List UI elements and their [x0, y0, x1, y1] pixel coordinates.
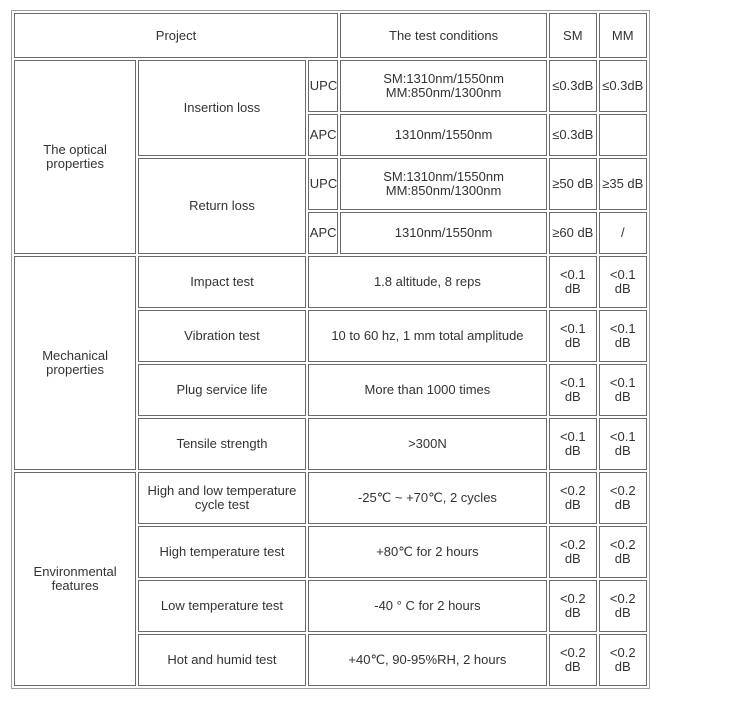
- test-condition: -40 ° C for 2 hours: [308, 580, 547, 632]
- sm-value: <0.2 dB: [549, 472, 596, 524]
- test-name: High temperature test: [138, 526, 306, 578]
- mm-value: <0.2 dB: [599, 634, 647, 686]
- mm-value: <0.2 dB: [599, 526, 647, 578]
- test-name: High and low temperature cycle test: [138, 472, 306, 524]
- header-mm: MM: [599, 13, 647, 58]
- test-name: Vibration test: [138, 310, 306, 362]
- sm-value: ≥60 dB: [549, 212, 596, 254]
- condition-line: SM:1310nm/1550nm: [383, 71, 504, 86]
- specification-table: [11, 10, 650, 689]
- mm-value: <0.2 dB: [599, 472, 647, 524]
- mm-value: [599, 114, 647, 156]
- mm-value: /: [599, 212, 647, 254]
- condition-line: MM:850nm/1300nm: [385, 183, 502, 198]
- sm-value: ≤0.3dB: [549, 114, 596, 156]
- header-sm: SM: [549, 13, 596, 58]
- category-environmental: Environmental features: [14, 472, 136, 686]
- mm-value: <0.1 dB: [599, 256, 647, 308]
- sm-value: ≥50 dB: [549, 158, 596, 210]
- test-condition: +40℃, 90-95%RH, 2 hours: [308, 634, 547, 686]
- test-condition: 10 to 60 hz, 1 mm total amplitude: [308, 310, 547, 362]
- test-condition: 1.8 altitude, 8 reps: [308, 256, 547, 308]
- sm-value: ≤0.3dB: [549, 60, 596, 112]
- connector-type: APC: [308, 212, 338, 254]
- sm-value: <0.1 dB: [549, 256, 596, 308]
- test-name: Insertion loss: [138, 60, 306, 156]
- mm-value: ≤0.3dB: [599, 60, 647, 112]
- test-condition: 1310nm/1550nm: [340, 114, 547, 156]
- header-conditions: The test conditions: [340, 13, 547, 58]
- table-row: [14, 60, 647, 112]
- sm-value: <0.2 dB: [549, 634, 596, 686]
- condition-line: MM:850nm/1300nm: [385, 85, 502, 100]
- mm-value: <0.1 dB: [599, 364, 647, 416]
- test-name: Plug service life: [138, 364, 306, 416]
- sm-value: <0.1 dB: [549, 310, 596, 362]
- connector-type: APC: [308, 114, 338, 156]
- test-condition: +80℃ for 2 hours: [308, 526, 547, 578]
- mm-value: <0.1 dB: [599, 418, 647, 470]
- test-condition: -25℃ ~ +70℃, 2 cycles: [308, 472, 547, 524]
- sm-value: <0.2 dB: [549, 526, 596, 578]
- mm-value: <0.2 dB: [599, 580, 647, 632]
- condition-line: SM:1310nm/1550nm: [383, 169, 504, 184]
- test-condition: [340, 158, 547, 210]
- mm-value: <0.1 dB: [599, 310, 647, 362]
- category-mechanical: Mechanical properties: [14, 256, 136, 470]
- table-row: [14, 472, 647, 524]
- header-project: Project: [14, 13, 338, 58]
- connector-type: UPC: [308, 158, 338, 210]
- test-name: Tensile strength: [138, 418, 306, 470]
- test-name: Return loss: [138, 158, 306, 254]
- sm-value: <0.1 dB: [549, 418, 596, 470]
- table-row: [14, 256, 647, 308]
- test-condition: >300N: [308, 418, 547, 470]
- test-name: Hot and humid test: [138, 634, 306, 686]
- header-row: [14, 13, 647, 58]
- sm-value: <0.1 dB: [549, 364, 596, 416]
- test-condition: 1310nm/1550nm: [340, 212, 547, 254]
- test-name: Low temperature test: [138, 580, 306, 632]
- test-condition: [340, 60, 547, 112]
- test-name: Impact test: [138, 256, 306, 308]
- test-condition: More than 1000 times: [308, 364, 547, 416]
- connector-type: UPC: [308, 60, 338, 112]
- mm-value: ≥35 dB: [599, 158, 647, 210]
- category-optical: The optical properties: [14, 60, 136, 254]
- sm-value: <0.2 dB: [549, 580, 596, 632]
